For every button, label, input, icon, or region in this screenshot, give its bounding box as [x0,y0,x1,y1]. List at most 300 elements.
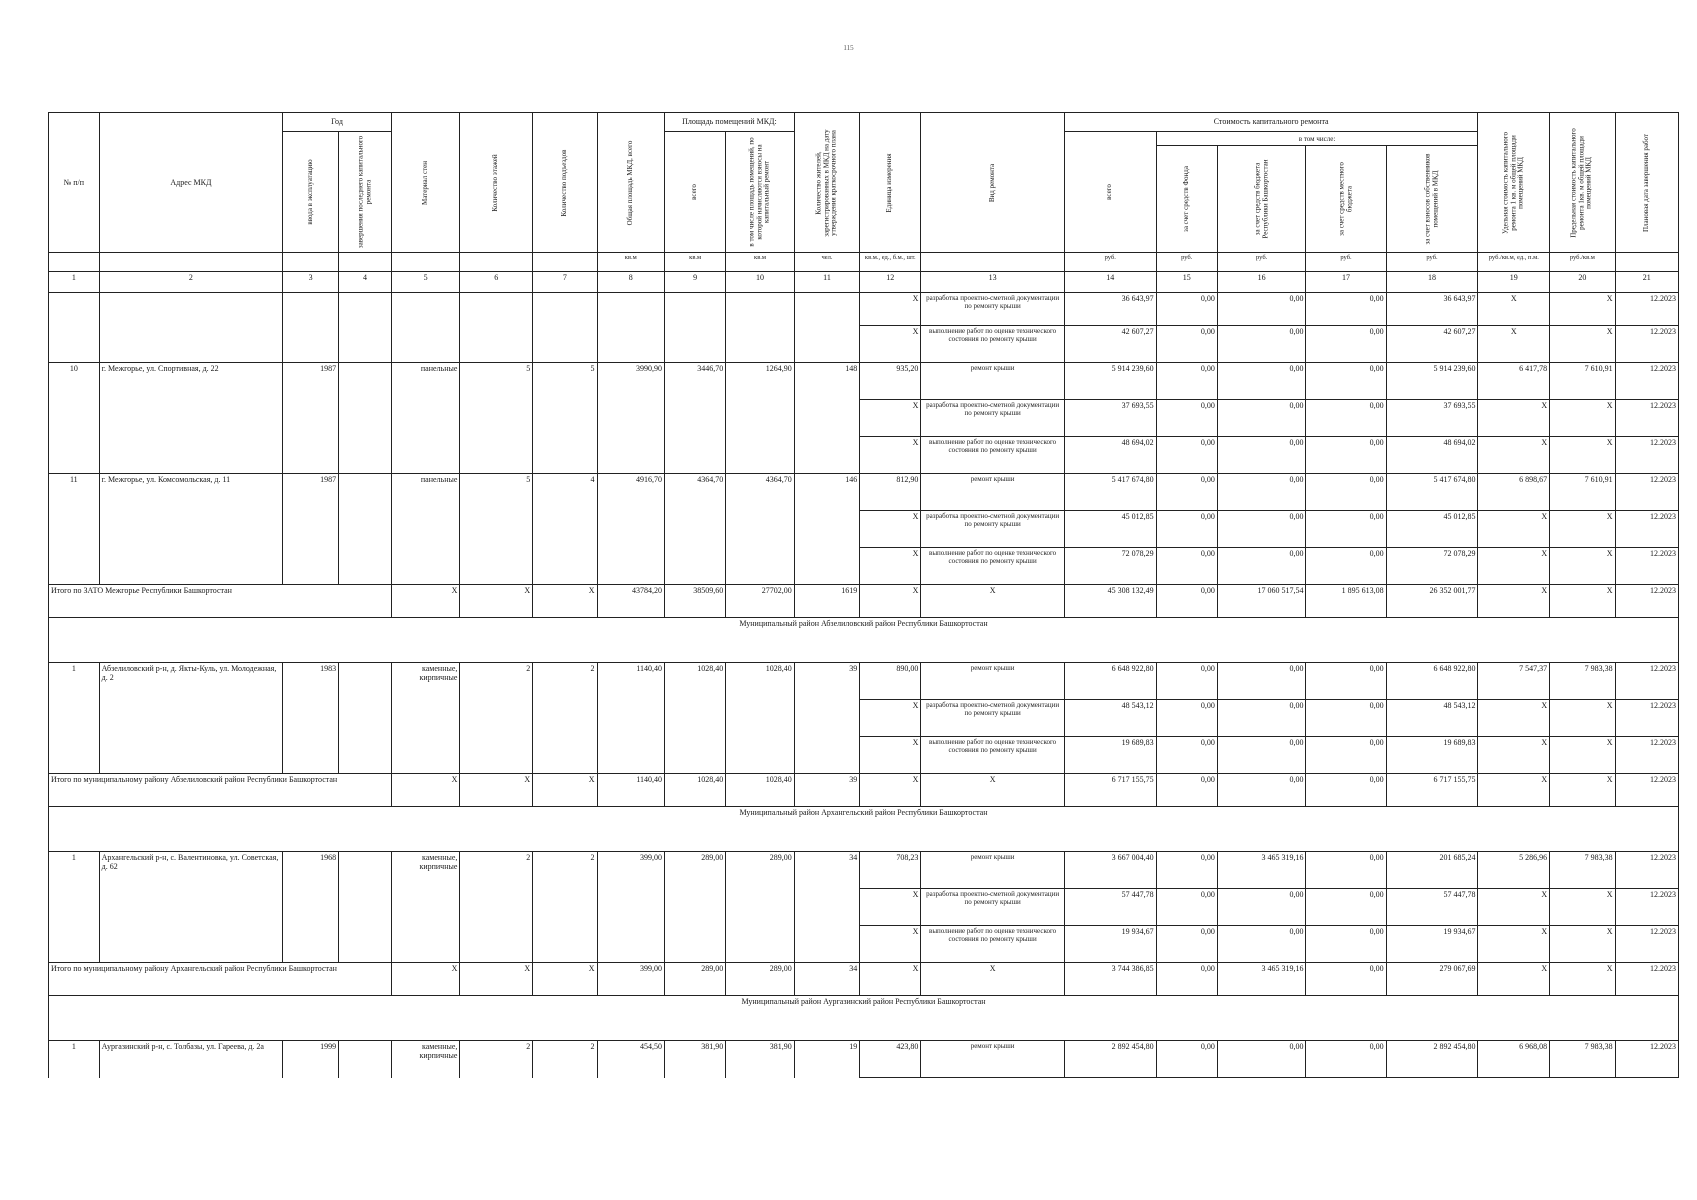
floors: 2 [460,852,533,963]
unit-cell: руб. [1306,253,1386,272]
column-number: 1 [49,272,100,293]
planned-date: 12.2023 [1615,889,1678,926]
header-num: № п/п [49,113,100,253]
total-area: 454,50 [597,1041,665,1078]
repair-type: ремонт крыши [921,852,1064,889]
header-premises-living: в том числе площадь помещений, по которой начисляются взносы на капитальный ремонт [726,132,795,253]
cost-total: 3 744 386,85 [1064,963,1156,996]
table-row [49,363,1679,400]
header-address: Адрес МКД [99,113,283,253]
header-repair-type: Вид ремонта [921,113,1064,253]
cost-republic: 0,00 [1217,511,1306,548]
header-total-area: Общая площадь МКД, всего [597,113,665,253]
x-mark: X [1478,293,1550,326]
total-area: 43784,20 [597,585,665,618]
wall-material: каменные, кирпичные [391,852,460,963]
unit-cell [283,253,339,272]
wall-material: панельные [391,363,460,474]
total-area: 399,00 [597,963,665,996]
x-mark: X [1478,400,1550,437]
repair-type: выполнение работ по оценке технического состояния по ремонту крыши [921,548,1064,585]
x-mark: X [1478,737,1550,774]
premises-living: 4364,70 [726,474,795,585]
unit-cell [921,253,1064,272]
planned-date: 12.2023 [1615,663,1678,700]
column-number: 8 [597,272,665,293]
column-number: 5 [391,272,460,293]
cost-republic: 0,00 [1217,774,1306,807]
group-heading-row [49,996,1679,1041]
unit-cell [1615,253,1678,272]
total-label: Итого по муниципальному району Архангельский район Республики Башкортостан [49,963,392,996]
cost-republic: 0,00 [1217,1041,1306,1078]
column-number: 17 [1306,272,1386,293]
planned-date: 12.2023 [1615,293,1678,326]
measure-value: 708,23 [860,852,921,889]
column-number: 16 [1217,272,1306,293]
column-number: 11 [794,272,859,293]
cost-owners: 48 694,02 [1386,437,1478,474]
unit-cell [533,253,597,272]
max-cost: 7 983,38 [1550,1041,1615,1078]
header-planned-date: Плановая дата завершения работ [1615,113,1678,253]
header-incl: в том числе: [1156,132,1478,146]
table-row [49,1041,1679,1078]
cost-local: 0,00 [1306,926,1386,963]
cost-total: 5 417 674,80 [1064,474,1156,511]
x-mark: X [460,585,533,618]
x-mark: X [860,293,921,326]
header-cost-owners: за счет взносов собственников помещений в МКД [1386,146,1478,253]
planned-date: 12.2023 [1615,400,1678,437]
cost-fund: 0,00 [1156,963,1217,996]
cost-total: 19 934,67 [1064,926,1156,963]
cost-local: 1 895 613,08 [1306,585,1386,618]
entrances: 2 [533,852,597,963]
column-number: 3 [283,272,339,293]
cost-total: 72 078,29 [1064,548,1156,585]
x-mark: X [860,737,921,774]
cost-local: 0,00 [1306,889,1386,926]
page-number: 115 [843,44,854,52]
cost-owners: 42 607,27 [1386,326,1478,363]
x-mark: X [460,774,533,807]
entrances: 2 [533,663,597,774]
cost-owners: 279 067,69 [1386,963,1478,996]
cost-fund: 0,00 [1156,585,1217,618]
residents: 39 [794,663,859,774]
cost-total: 42 607,27 [1064,326,1156,363]
cost-fund: 0,00 [1156,548,1217,585]
x-mark: X [1478,548,1550,585]
unit-cell: руб./кв.м, ед., п.м. [1478,253,1550,272]
cost-republic: 0,00 [1217,474,1306,511]
cost-republic: 0,00 [1217,363,1306,400]
x-mark: X [1550,293,1615,326]
cost-republic: 0,00 [1217,663,1306,700]
header-cost-total: всего [1064,132,1156,253]
residents: 19 [794,1041,859,1078]
premises-total: 38509,60 [665,585,726,618]
header-cost-local: за счет средств местного бюджета [1306,146,1386,253]
planned-date: 12.2023 [1615,774,1678,807]
unit-cell: кв.м [726,253,795,272]
group-heading: Муниципальный район Аургазинский район Республики Башкортостан [49,996,1679,1041]
cost-owners: 19 689,83 [1386,737,1478,774]
unit-cell: кв.м [597,253,665,272]
planned-date: 12.2023 [1615,548,1678,585]
x-mark: X [860,400,921,437]
x-mark: X [391,963,460,996]
cost-total: 2 892 454,80 [1064,1041,1156,1078]
unit-cell [460,253,533,272]
residents: 34 [794,852,859,963]
planned-date: 12.2023 [1615,737,1678,774]
unit-cell: кв.м., ед., б.м., шт. [860,253,921,272]
total-label: Итого по муниципальному району Абзелиловский район Республики Башкортостан [49,774,392,807]
cost-owners: 5 914 239,60 [1386,363,1478,400]
address: Аургазинский р-н, с. Толбазы, ул. Гареева, д. 2а [99,1041,283,1078]
cost-republic: 0,00 [1217,926,1306,963]
header-wall-material: Материал стен [391,113,460,253]
planned-date: 12.2023 [1615,700,1678,737]
cost-fund: 0,00 [1156,363,1217,400]
premises-living: 1028,40 [726,663,795,774]
x-mark: X [921,774,1064,807]
cost-total: 19 689,83 [1064,737,1156,774]
repair-type: ремонт крыши [921,474,1064,511]
planned-date: 12.2023 [1615,326,1678,363]
x-mark: X [921,585,1064,618]
cost-owners: 36 643,97 [1386,293,1478,326]
x-mark: X [1550,326,1615,363]
header-cost-republic: за счет средств бюджета Республики Башкортостан [1217,146,1306,253]
column-number: 10 [726,272,795,293]
x-mark: X [1550,511,1615,548]
premises-total: 1028,40 [665,774,726,807]
group-heading: Муниципальный район Архангельский район Республики Башкортостан [49,807,1679,852]
cost-fund: 0,00 [1156,663,1217,700]
max-cost: 7 983,38 [1550,852,1615,889]
unit-cell: руб. [1156,253,1217,272]
repair-type: выполнение работ по оценке технического состояния по ремонту крыши [921,737,1064,774]
planned-date: 12.2023 [1615,474,1678,511]
cost-total: 3 667 004,40 [1064,852,1156,889]
address: г. Межгорье, ул. Комсомольская, д. 11 [99,474,283,585]
column-number: 21 [1615,272,1678,293]
cost-local: 0,00 [1306,963,1386,996]
cost-total: 48 543,12 [1064,700,1156,737]
year-commission: 1968 [283,852,339,963]
cost-fund: 0,00 [1156,852,1217,889]
repair-type: ремонт крыши [921,363,1064,400]
cost-local: 0,00 [1306,474,1386,511]
entrances: 2 [533,1041,597,1078]
x-mark: X [533,774,597,807]
cost-local: 0,00 [1306,293,1386,326]
cost-republic: 0,00 [1217,889,1306,926]
total-row [49,774,1679,807]
x-mark: X [860,548,921,585]
x-mark: X [391,774,460,807]
cost-owners: 5 417 674,80 [1386,474,1478,511]
cost-republic: 0,00 [1217,700,1306,737]
floors: 2 [460,663,533,774]
wall-material: каменные, кирпичные [391,1041,460,1078]
specific-cost: 6 417,78 [1478,363,1550,400]
table-row [49,293,1679,326]
repair-type: разработка проектно-сметной документации по ремонту крыши [921,700,1064,737]
x-mark: X [1478,511,1550,548]
specific-cost: 5 286,96 [1478,852,1550,889]
planned-date: 12.2023 [1615,1041,1678,1078]
column-number: 14 [1064,272,1156,293]
x-mark: X [1550,889,1615,926]
measure-value: 935,20 [860,363,921,400]
x-mark: X [1478,700,1550,737]
planned-date: 12.2023 [1615,511,1678,548]
entrances: 4 [533,474,597,585]
residents: 1619 [794,585,859,618]
unit-cell: руб. [1217,253,1306,272]
residents: 146 [794,474,859,585]
x-mark: X [1550,585,1615,618]
specific-cost: 7 547,37 [1478,663,1550,700]
cost-republic: 3 465 319,16 [1217,852,1306,889]
repair-type: выполнение работ по оценке технического состояния по ремонту крыши [921,326,1064,363]
total-row [49,585,1679,618]
cost-republic: 0,00 [1217,437,1306,474]
x-mark: X [533,585,597,618]
x-mark: X [1550,400,1615,437]
cost-total: 36 643,97 [1064,293,1156,326]
cost-fund: 0,00 [1156,1041,1217,1078]
total-label: Итого по ЗАТО Межгорье Республики Башкортостан [49,585,392,618]
cost-republic: 0,00 [1217,548,1306,585]
year-commission: 1999 [283,1041,339,1078]
premises-living: 1264,90 [726,363,795,474]
column-number: 6 [460,272,533,293]
max-cost: 7 610,91 [1550,474,1615,511]
row-number: 1 [49,1041,100,1078]
x-mark: X [860,926,921,963]
x-mark: X [860,963,921,996]
cost-fund: 0,00 [1156,326,1217,363]
group-heading: Муниципальный район Абзелиловский район Республики Башкортостан [49,618,1679,663]
x-mark: X [921,963,1064,996]
cost-local: 0,00 [1306,774,1386,807]
total-area: 4916,70 [597,474,665,585]
group-heading-row [49,807,1679,852]
total-area: 3990,90 [597,363,665,474]
unit-cell [339,253,392,272]
header-floors: Количество этажей [460,113,533,253]
x-mark: X [1550,963,1615,996]
year-commission: 1987 [283,363,339,474]
premises-total: 381,90 [665,1041,726,1078]
cost-local: 0,00 [1306,700,1386,737]
cost-local: 0,00 [1306,548,1386,585]
premises-living: 1028,40 [726,774,795,807]
specific-cost: 6 898,67 [1478,474,1550,511]
cost-owners: 2 892 454,80 [1386,1041,1478,1078]
cost-total: 6 648 922,80 [1064,663,1156,700]
total-area: 399,00 [597,852,665,963]
cost-owners: 6 717 155,75 [1386,774,1478,807]
x-mark: X [1478,774,1550,807]
column-number: 15 [1156,272,1217,293]
repair-type: ремонт крыши [921,663,1064,700]
header-cost-group: Стоимость капитального ремонта [1064,113,1478,132]
x-mark: X [1550,737,1615,774]
header-year-group: Год [283,113,392,132]
cost-fund: 0,00 [1156,889,1217,926]
total-area: 1140,40 [597,774,665,807]
x-mark: X [860,889,921,926]
cost-owners: 37 693,55 [1386,400,1478,437]
total-area: 1140,40 [597,663,665,774]
premises-living: 289,00 [726,852,795,963]
x-mark: X [1478,889,1550,926]
cost-local: 0,00 [1306,511,1386,548]
cost-fund: 0,00 [1156,437,1217,474]
header-residents: Количество жителей, зарегистрированных в МКД на дату утверждения краткосрочного плана [794,113,859,253]
unit-cell: кв.м [665,253,726,272]
planned-date: 12.2023 [1615,363,1678,400]
floors: 5 [460,474,533,585]
row-number: 1 [49,852,100,963]
cost-fund: 0,00 [1156,926,1217,963]
column-number: 19 [1478,272,1550,293]
cost-owners: 57 447,78 [1386,889,1478,926]
cost-local: 0,00 [1306,400,1386,437]
repair-type: разработка проектно-сметной документации по ремонту крыши [921,293,1064,326]
year-commission: 1983 [283,663,339,774]
measure-value: 890,00 [860,663,921,700]
cost-republic: 0,00 [1217,293,1306,326]
x-mark: X [860,774,921,807]
premises-living: 289,00 [726,963,795,996]
cost-owners: 72 078,29 [1386,548,1478,585]
header-year-commission: ввода в эксплуатацию [283,132,339,253]
premises-total: 1028,40 [665,663,726,774]
residents: 39 [794,774,859,807]
floors: 5 [460,363,533,474]
x-mark: X [860,326,921,363]
address: г. Межгорье, ул. Спортивная, д. 22 [99,363,283,474]
entrances: 5 [533,363,597,474]
column-number: 18 [1386,272,1478,293]
planned-date: 12.2023 [1615,585,1678,618]
cost-fund: 0,00 [1156,474,1217,511]
cost-owners: 19 934,67 [1386,926,1478,963]
cost-owners: 201 685,24 [1386,852,1478,889]
column-number: 20 [1550,272,1615,293]
cost-total: 45 308 132,49 [1064,585,1156,618]
x-mark: X [1550,437,1615,474]
unit-cell [49,253,100,272]
cost-fund: 0,00 [1156,774,1217,807]
group-heading-row [49,618,1679,663]
unit-cell [99,253,283,272]
premises-total: 289,00 [665,852,726,963]
cost-total: 48 694,02 [1064,437,1156,474]
x-mark: X [1478,326,1550,363]
header-premises-total: всего [665,132,726,253]
header-cost-fund: за счет средств Фонда [1156,146,1217,253]
cost-fund: 0,00 [1156,293,1217,326]
unit-cell: руб. [1386,253,1478,272]
cost-republic: 3 465 319,16 [1217,963,1306,996]
residents: 148 [794,363,859,474]
cost-local: 0,00 [1306,1041,1386,1078]
max-cost: 7 983,38 [1550,663,1615,700]
column-number: 4 [339,272,392,293]
cost-total: 5 914 239,60 [1064,363,1156,400]
cost-local: 0,00 [1306,737,1386,774]
planned-date: 12.2023 [1615,926,1678,963]
year-commission: 1987 [283,474,339,585]
cost-fund: 0,00 [1156,700,1217,737]
row-number: 1 [49,663,100,774]
cost-local: 0,00 [1306,363,1386,400]
planned-date: 12.2023 [1615,963,1678,996]
cost-republic: 0,00 [1217,326,1306,363]
cost-total: 6 717 155,75 [1064,774,1156,807]
cost-owners: 26 352 001,77 [1386,585,1478,618]
column-number: 9 [665,272,726,293]
x-mark: X [860,437,921,474]
header-premises-group: Площадь помещений МКД: [665,113,795,132]
unit-cell: руб. [1064,253,1156,272]
repair-type: разработка проектно-сметной документации по ремонту крыши [921,889,1064,926]
table-row [49,852,1679,889]
column-numbers-row [49,272,1679,293]
x-mark: X [1550,926,1615,963]
x-mark: X [860,511,921,548]
x-mark: X [860,585,921,618]
cost-republic: 0,00 [1217,400,1306,437]
premises-total: 3446,70 [665,363,726,474]
cost-owners: 6 648 922,80 [1386,663,1478,700]
unit-cell [391,253,460,272]
table-row [49,474,1679,511]
unit-cell: руб./кв.м [1550,253,1615,272]
header-year-last-repair: завершения последнего капитального ремонта [339,132,392,253]
x-mark: X [391,585,460,618]
cost-total: 45 012,85 [1064,511,1156,548]
premises-total: 289,00 [665,963,726,996]
header-measure-unit: Единица измерения [860,113,921,253]
capital-repair-table [48,112,1679,1078]
wall-material: панельные [391,474,460,585]
cost-local: 0,00 [1306,326,1386,363]
cost-owners: 45 012,85 [1386,511,1478,548]
table-row [49,663,1679,700]
x-mark: X [533,963,597,996]
premises-living: 381,90 [726,1041,795,1078]
total-row [49,963,1679,996]
repair-type: разработка проектно-сметной документации по ремонту крыши [921,400,1064,437]
cost-republic: 17 060 517,54 [1217,585,1306,618]
cost-fund: 0,00 [1156,737,1217,774]
row-number: 10 [49,363,100,474]
premises-total: 4364,70 [665,474,726,585]
column-number: 2 [99,272,283,293]
header-row-1 [49,113,1679,132]
x-mark: X [1478,437,1550,474]
cost-fund: 0,00 [1156,400,1217,437]
